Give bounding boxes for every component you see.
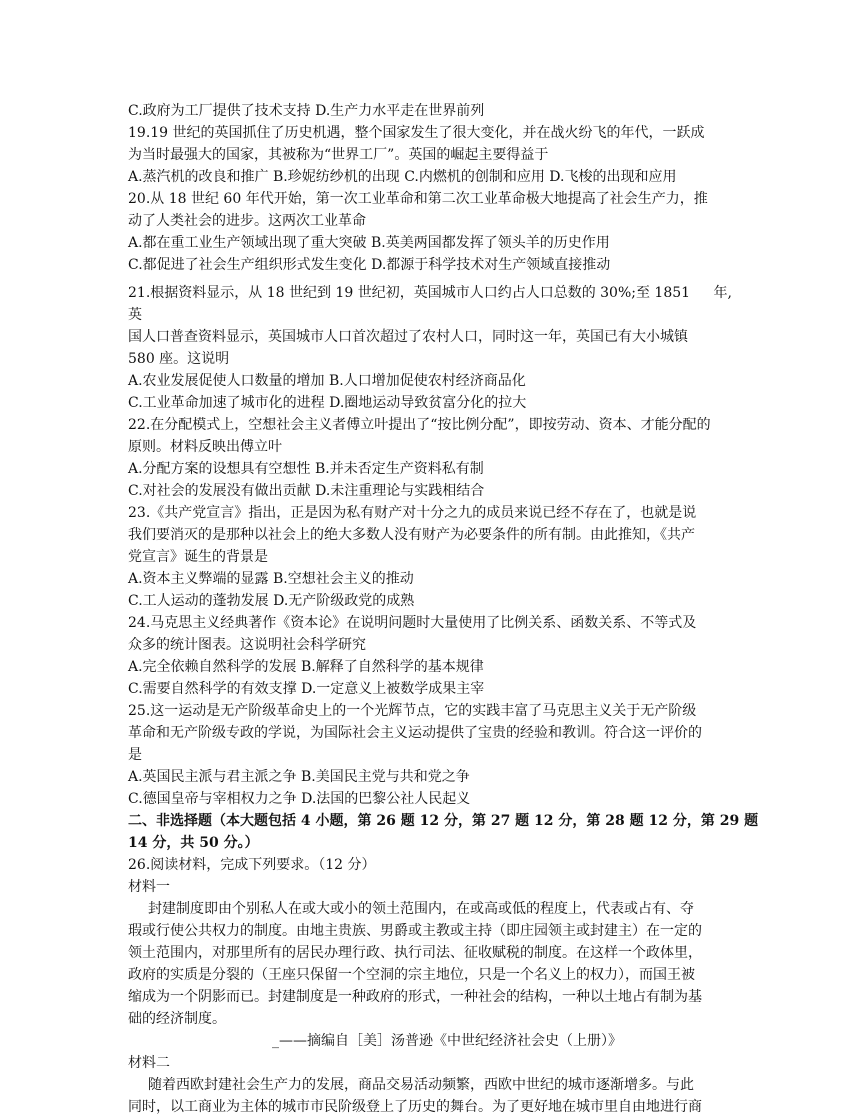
q20-stem-line2: 动了人类社会的进步。这两次工业革命 bbox=[128, 213, 366, 229]
q21-options-ab: A.农业发展促使人口数量的增加 B.人口增加促使农村经济商品化 bbox=[128, 373, 526, 389]
q22-stem-line1: 22.在分配模式上，空想社会主义者傅立叶提出了“按比例分配”，即按劳动、资本、才能分配的 bbox=[128, 417, 711, 433]
section2-heading-line1: 二、非选择题（本大题包括 4 小题，第 26 题 12 分，第 27 题 12 分，第 28 题 12 分，第 29 题 bbox=[128, 813, 759, 829]
q22-stem-line2: 原则。材料反映出傅立叶 bbox=[128, 439, 282, 455]
section2-heading-line2: 14 分，共 50 分。） bbox=[128, 835, 259, 851]
q21-stem-line1 bbox=[128, 283, 732, 303]
q25-stem-line2: 革命和无产阶级专政的学说，为国际社会主义运动提供了宝贵的经验和教训。符合这一评价的 bbox=[128, 725, 702, 741]
material2-label: 材料二 bbox=[128, 1055, 170, 1071]
q23-stem-line3: 党宣言》诞生的背景是 bbox=[128, 549, 268, 565]
q20-options-ab: A.都在重工业生产领域出现了重大突破 B.英美两国都发挥了领头羊的历史作用 bbox=[128, 235, 610, 251]
q23-options-ab: A.资本主义弊端的显露 B.空想社会主义的推动 bbox=[128, 571, 414, 587]
q21-options-cd: C.工业革命加速了城市化的进程 D.圈地运动导致贫富分化的拉大 bbox=[128, 395, 527, 411]
material1-para-line1: 封建制度即由个别私人在或大或小的领土范围内，在或高或低的程度上，代表或占有、夺 bbox=[148, 901, 694, 917]
material1-para-line3: 领土范围内，对那里所有的居民办理行政、执行司法、征收赋税的制度。在这样一个政体里， bbox=[128, 945, 702, 961]
material2-para-line2: 同时，以工商业为主体的城市市民阶级登上了历史的舞台。为了更好地在城市里自由地进行商 bbox=[128, 1099, 702, 1115]
material1-source: _——摘编自［美］汤普逊《中世纪经济社会史（上册）》 bbox=[272, 1033, 622, 1049]
material1-label: 材料一 bbox=[128, 879, 170, 895]
q18-options-cd: C.政府为工厂提供了技术支持 D.生产力水平走在世界前列 bbox=[128, 103, 485, 119]
q24-options-cd: C.需要自然科学的有效支撑 D.一定意义上被数学成果主宰 bbox=[128, 681, 485, 697]
q24-stem-line2: 众多的统计图表。这说明社会科学研究 bbox=[128, 637, 366, 653]
q23-stem-line1: 23.《共产党宣言》指出，正是因为私有财产对十分之九的成员来说已经不存在了，也就是说 bbox=[128, 505, 697, 521]
q25-options-cd: C.德国皇帝与宰相权力之争 D.法国的巴黎公社人民起义 bbox=[128, 791, 471, 807]
q22-options-ab: A.分配方案的设想具有空想性 B.并未否定生产资料私有制 bbox=[128, 461, 484, 477]
q21-stem-line2: 国人口普查资料显示，英国城市人口首次超过了农村人口，同时这一年，英国已有大小城镇 bbox=[128, 329, 688, 345]
q25-stem-line3: 是 bbox=[128, 747, 142, 763]
q20-stem-line1: 20.从 18 世纪 60 年代开始，第一次工业革命和第二次工业革命极大地提高了社会生产力，推 bbox=[128, 191, 708, 207]
q22-options-cd: C.对社会的发展没有做出贡献 D.未注重理论与实践相结合 bbox=[128, 483, 485, 499]
q21-stem-wrap: 英 bbox=[128, 307, 142, 323]
material1-para-line5: 缩成为一个阴影而已。封建制度是一种政府的形式，一种社会的结构，一种以土地占有制为基 bbox=[128, 989, 702, 1005]
q25-options-ab: A.英国民主派与君主派之争 B.美国民主党与共和党之争 bbox=[128, 769, 470, 785]
q20-options-cd: C.都促进了社会生产组织形式发生变化 D.都源于科学技术对生产领域直接推动 bbox=[128, 257, 611, 273]
q23-stem-line2: 我们要消灭的是那种以社会上的绝大多数人没有财产为必要条件的所有制。由此推知，《共产 bbox=[128, 527, 695, 543]
material1-para-line4: 政府的实质是分裂的（王座只保留一个空洞的宗主地位，只是一个名义上的权力），而国王被 bbox=[128, 967, 695, 983]
q19-stem-line1: 19.19 世纪的英国抓住了历史机遇，整个国家发生了很大变化，并在战火纷飞的年代，一跃成 bbox=[128, 125, 705, 141]
q19-options: A.蒸汽机的改良和推广 B.珍妮纺纱机的出现 C.内燃机的创制和应用 D.飞梭的出现和应用 bbox=[128, 169, 677, 185]
q26-instruction: 26.阅读材料，完成下列要求。（12 分） bbox=[128, 857, 376, 873]
material2-para-line1: 随着西欧封建社会生产力的发展，商品交易活动频繁，西欧中世纪的城市逐渐增多。与此 bbox=[148, 1077, 694, 1093]
q24-options-ab: A.完全依赖自然科学的发展 B.解释了自然科学的基本规律 bbox=[128, 659, 484, 675]
material1-para-line2: 瑕或行使公共权力的制度。由地主贵族、男爵或主教或主持（即庄园领主或封建主）在一定的 bbox=[128, 923, 702, 939]
q19-stem-line2: 为当时最强大的国家，其被称为“世界工厂”。英国的崛起主要得益于 bbox=[128, 147, 549, 163]
q24-stem-line1: 24.马克思主义经典著作《资本论》在说明问题时大量使用了比例关系、函数关系、不等式及 bbox=[128, 615, 697, 631]
q21-stem-line3: 580 座。这说明 bbox=[128, 351, 230, 367]
material1-para-line6: 础的经济制度。 bbox=[128, 1011, 226, 1027]
q23-options-cd: C.工人运动的蓬勃发展 D.无产阶级政党的成熟 bbox=[128, 593, 415, 609]
q21-stem-line1-text: 21.根据资料显示，从 18 世纪到 19 世纪初，英国城市人口约占人口总数的 30%;至 1851 bbox=[128, 285, 691, 301]
q21-stem-line1-year: 年, bbox=[713, 285, 732, 301]
q25-stem-line1: 25.这一运动是无产阶级革命史上的一个光辉节点，它的实践丰富了马克思主义关于无产阶级 bbox=[128, 703, 697, 719]
